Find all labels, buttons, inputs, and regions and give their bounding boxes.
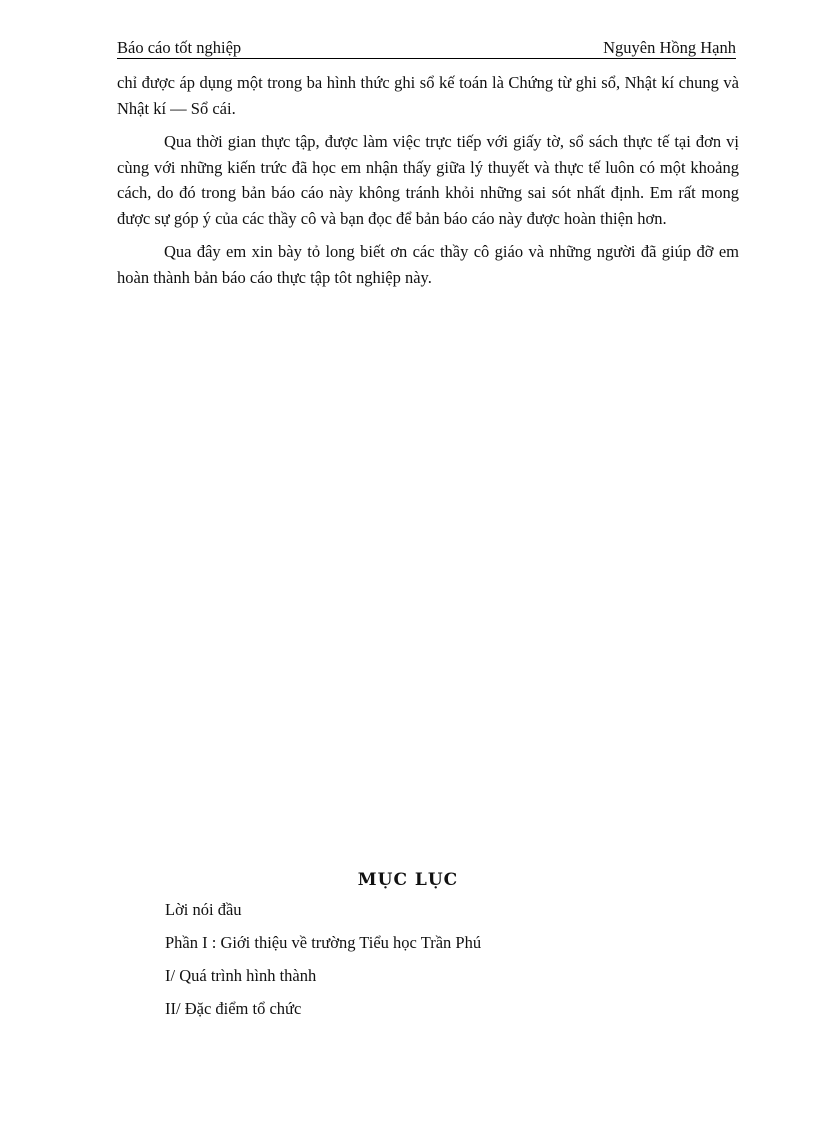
paragraph-continuation: chỉ được áp dụng một trong ba hình thức ghi sổ kế toán là Chứng từ ghi sổ, Nhật kí chung và Nhật kí — Sổ cái. — [117, 73, 739, 118]
toc-item-part-one: Phần I : Giới thiệu về trường Tiểu học Trần Phú — [165, 933, 482, 952]
header-author: Nguyên Hồng Hạnh — [603, 38, 736, 57]
toc-item-organization: II/ Đặc điểm tổ chức — [165, 999, 302, 1018]
toc-item-preface: Lời nói đầu — [165, 900, 242, 919]
header-title: Báo cáo tốt nghiệp — [117, 38, 242, 57]
table-of-contents — [165, 897, 481, 1029]
paragraph-internship: Qua thời gian thực tập, được làm việc trực tiếp với giấy tờ, sổ sách thực tế tại đơn vị cùng với những kiến trức đã học em nhận thấy giữa lý thuyết và thực tế luôn có một khoảng cách, do đó trong bản báo cáo này không tránh khỏi những sai sót nhất định. Em rất mong được sự góp ý của các thầy cô và bạn đọc để bản báo cáo này được hoàn thiện hơn. — [117, 132, 739, 228]
paragraph-thanks: Qua đây em xin bày tỏ long biết ơn các thầy cô giáo và những người đã giúp đỡ em hoàn thành bản báo cáo thực tập tôt nghiệp này. — [117, 242, 739, 287]
report-body — [117, 70, 739, 298]
toc-title: MỤC LỤC — [357, 870, 459, 890]
page-header — [117, 38, 736, 59]
toc-item-formation: I/ Quá trình hình thành — [165, 966, 317, 985]
